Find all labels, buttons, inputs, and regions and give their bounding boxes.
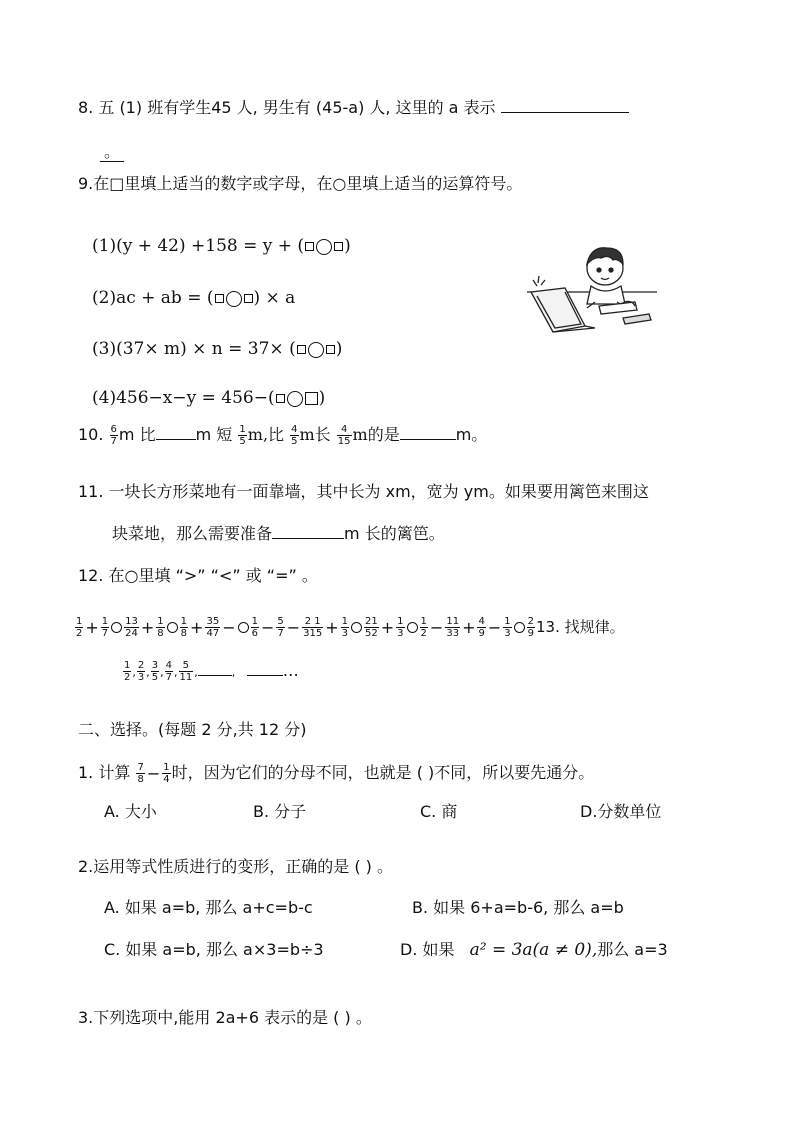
q11-answer-blank[interactable] [272, 524, 344, 539]
fraction: $\frac{7}{8}$ [137, 762, 144, 785]
close-paren: ) [318, 388, 326, 408]
q10-blank-2[interactable] [400, 425, 456, 440]
c2-option-d-label: D. 如果 [400, 940, 455, 959]
q9-item-3 [92, 339, 342, 359]
fraction: $\frac{1}{5}$ [239, 424, 246, 447]
q10-text-5: m的是 [352, 425, 400, 444]
q12-stem: 12. 在○里填 “>” “<” 或 “=” 。 [78, 566, 318, 585]
q9-item-4-lhs: (4)456−x−y = 456−( [92, 388, 275, 408]
square-blank[interactable] [215, 294, 224, 303]
fraction: $\frac{1}{2}$ [420, 616, 427, 639]
circle-blank[interactable] [308, 342, 324, 358]
q9-item-4 [92, 388, 325, 408]
square-blank[interactable] [305, 242, 314, 251]
compare-circle[interactable] [351, 622, 362, 633]
fraction: $\frac{1}{3}$ [341, 616, 349, 639]
q11-text-a: 块菜地，那么需要准备 [112, 524, 273, 543]
section-2-title: 二、选择。(每题 2 分,共 12 分) [78, 720, 307, 739]
close-paren: ) [335, 339, 343, 359]
q11-text-b: m 长的篱笆。 [344, 524, 445, 543]
q10-text-4: m长 [299, 425, 331, 444]
c2-option-d-math: a² = 3a(a ≠ 0), [469, 940, 598, 960]
q10-text-1: m 比 [118, 425, 156, 444]
fraction: $\frac{2}{3}$ [137, 660, 145, 683]
c1-option-c[interactable]: C. 商 [420, 802, 458, 821]
pattern-blank-2[interactable] [247, 661, 283, 676]
fraction: $\frac{13}{24}$ [125, 616, 138, 639]
circle-blank[interactable] [316, 239, 332, 255]
compare-circle[interactable] [514, 622, 525, 633]
q8-answer-blank[interactable] [501, 98, 629, 113]
fraction: $\frac{1}{2}$ [76, 616, 83, 639]
c1-option-b[interactable]: B. 分子 [253, 802, 307, 821]
ellipsis: … [282, 661, 299, 680]
fraction: $\frac{35}{47}$ [206, 616, 220, 639]
c2-option-d-tail: 那么 a=3 [597, 940, 668, 959]
c2-option-d[interactable] [400, 940, 668, 960]
fraction: $\frac{5}{7}$ [277, 616, 284, 639]
q8-text: 8. 五 (1) 班有学生45 人, 男生有 (45-a) 人, 这里的 a 表示 [78, 98, 496, 117]
q10-text-2: m 短 [195, 425, 233, 444]
circle-blank[interactable] [226, 291, 242, 307]
fraction: $\frac{11}{33}$ [446, 616, 460, 639]
q10-number: 10. [78, 425, 104, 444]
q9-item-1-lhs: (1)(y + 42) +158 = y + ( [92, 236, 305, 256]
c1-option-a[interactable]: A. 大小 [104, 802, 157, 821]
square-blank[interactable] [334, 242, 343, 251]
fraction: $\frac{1}{3}$ [397, 616, 404, 639]
fraction: $\frac{1}{3}$ [504, 616, 511, 639]
fraction: $\frac{1}{4}$ [163, 762, 170, 785]
square-blank[interactable] [305, 392, 318, 405]
fraction: $\frac{1}{7}$ [101, 616, 109, 639]
q10-blank-1[interactable] [156, 425, 196, 440]
q9-item-2 [92, 288, 295, 308]
q10-text-3: m,比 [247, 425, 285, 444]
q9-item-1 [92, 236, 351, 256]
c2-option-a[interactable]: A. 如果 a=b, 那么 a+c=b-c [104, 898, 313, 917]
compare-circle[interactable] [407, 622, 418, 633]
square-blank[interactable] [297, 345, 306, 354]
c1-option-d[interactable]: D.分数单位 [580, 802, 662, 821]
c3-stem: 3.下列选项中,能用 2a+6 表示的是 ( ) 。 [78, 1008, 372, 1027]
close-paren: ) × a [253, 288, 296, 308]
fraction: $\frac{5}{11}$ [179, 660, 193, 683]
q8-line [78, 98, 629, 118]
q8-end [100, 142, 124, 162]
fraction: $\frac{1}{8}$ [157, 616, 164, 639]
c1-pre: 1. 计算 [78, 763, 131, 782]
q10-line [78, 424, 487, 447]
compare-circle[interactable] [111, 622, 122, 633]
fraction: $\frac{6}{7}$ [110, 424, 117, 447]
fraction: $\frac{21}{52}$ [365, 616, 378, 639]
fraction: $\frac{2}{9}$ [527, 616, 534, 639]
q11-line-1: 11. 一块长方形菜地有一面靠墙，其中长为 xm，宽为 ym。如果要用篱笆来围这 [78, 482, 649, 501]
c1-stem: 1. 计算 $\frac{7}{8}$ − $\frac{1}{4}$ 时，因为它们的分母不同，也就是 ( )不同，所以要先通分。 [78, 762, 595, 785]
boy-with-laptop-illustration [525, 240, 660, 335]
c2-option-b[interactable]: B. 如果 6+a=b-6, 那么 a=b [412, 898, 624, 917]
q9-item-2-lhs: (2)ac + ab = ( [92, 288, 214, 308]
q13-pattern: $\frac{1}{2}$ , $\frac{2}{3}$ , $\frac{3}{5}$ , $\frac{4}{7}$ , $\frac{5}{11}$ , , … [124, 660, 299, 683]
square-blank[interactable] [326, 345, 335, 354]
q10-text-6: m。 [455, 425, 488, 444]
compare-circle[interactable] [238, 622, 249, 633]
square-blank[interactable] [276, 394, 285, 403]
fraction: $\frac{1}{8}$ [180, 616, 188, 639]
c1-post: 时，因为它们的分母不同，也就是 ( )不同，所以要先通分。 [171, 763, 595, 782]
q13-stem: 13. 找规律。 [536, 618, 625, 636]
q9-stem: 9.在□里填上适当的数字或字母，在○里填上适当的运算符号。 [78, 174, 523, 193]
circle-blank[interactable] [287, 391, 303, 407]
fraction: $\frac{4}{15}$ [337, 424, 351, 447]
square-blank[interactable] [244, 294, 253, 303]
compare-circle[interactable] [167, 622, 178, 633]
fraction: $\frac{4}{9}$ [478, 616, 485, 639]
fraction: $\frac{1}{6}$ [251, 616, 258, 639]
pattern-blank-1[interactable] [198, 661, 232, 676]
q8-end-mark: 。 [100, 142, 124, 162]
c2-option-c[interactable]: C. 如果 a=b, 那么 a×3=b÷3 [104, 940, 324, 959]
fraction: $\frac{3}{5}$ [151, 660, 159, 683]
fraction: $\frac{4}{7}$ [165, 660, 172, 683]
q12-comparisons: $\frac{1}{2}$ + $\frac{1}{7}$ $\frac{13}{24}$ + $\frac{1}{8}$ $\frac{1}{8}$ + $\frac{35}{47}$ − $\frac{1}{6}$ − $\frac{5}{7}$ − $\frac{2 1}{315}$ + $\frac{1}{3}$ $\frac{21}{52}$ + $\frac{1}{3}$ $\frac{1}{2}$ − $\frac{11}{33}$ + $\frac{4}{9}$ − $\frac{1}{3}$ $\frac{2}{9}$ 13. 找规律。 [76, 616, 625, 639]
c2-stem: 2.运用等式性质进行的变形，正确的是 ( ) 。 [78, 857, 394, 876]
q11-line-2 [112, 524, 445, 544]
fraction: $\frac{2 1}{315}$ [303, 616, 323, 639]
fraction: $\frac{1}{2}$ [124, 660, 131, 683]
fraction: $\frac{4}{5}$ [291, 424, 298, 447]
close-paren: ) [344, 236, 351, 256]
q9-item-3-lhs: (3)(37× m) × n = 37× ( [92, 339, 296, 359]
